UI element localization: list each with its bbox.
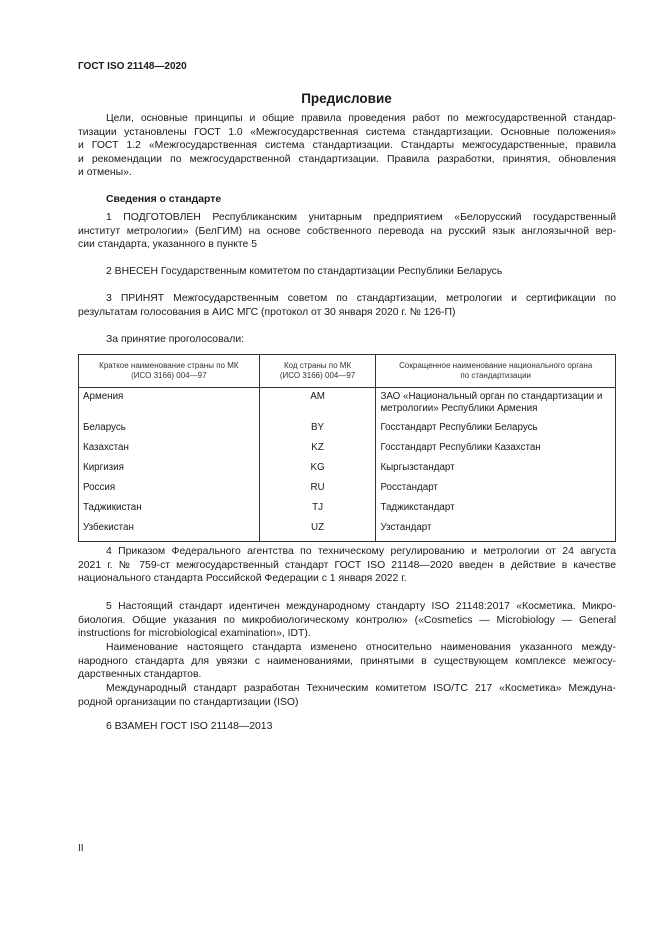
- voting-table: [78, 354, 616, 542]
- text-line: instructions for microbiological examination», IDT).: [78, 628, 311, 640]
- document-header: ГОСТ ISO 21148—2020: [78, 61, 187, 72]
- item-5-note-paragraph: [78, 641, 616, 682]
- text-line: национального стандарта Российской Федерации с 1 января 2022 г.: [78, 573, 407, 585]
- text-line: Цели, основные принципы и общие правила проведения работ по межгосударственной стандар-: [106, 113, 616, 124]
- cell-code: KZ: [259, 442, 376, 462]
- column-header-country: [79, 355, 260, 388]
- header-line: по стандартизации: [460, 371, 532, 380]
- section-heading: Сведения о стандарте: [106, 194, 222, 205]
- cell-code: RU: [259, 482, 376, 502]
- text-line: 2021 г. № 759-ст межгосударственный стандарт ГОСТ ISO 21148—2020 введен в действие в качестве: [78, 559, 616, 571]
- item-5-paragraph: [78, 600, 616, 641]
- text-line: 1 ПОДГОТОВЛЕН Республиканским унитарным предприятием «Белорусский государственный: [106, 212, 616, 223]
- cell-body: Кыргызстандарт: [376, 462, 616, 482]
- cell-body: Госстандарт Республики Беларусь: [376, 422, 616, 442]
- cell-code: AM: [259, 388, 376, 422]
- text-line: 4 Приказом Федерального агентства по техническому регулированию и метрологии от 24 августа: [106, 546, 616, 557]
- text-line: Международный стандарт разработан Техническим комитетом ISO/TC 217 «Косметика» Междуна-: [106, 683, 616, 694]
- item-1-paragraph: [78, 211, 616, 252]
- cell-line: метрологии» Республики Армения: [380, 403, 538, 415]
- table-row: [79, 442, 616, 462]
- voted-label: [78, 333, 616, 347]
- table-row: [79, 502, 616, 522]
- text-line: и рекомендации по межгосударственной стандартизации. Правила разработки, принятия, обновления: [78, 153, 616, 165]
- page-title: Предисловие: [301, 91, 392, 106]
- item-5-origin-paragraph: [78, 682, 616, 709]
- table-row: [79, 522, 616, 542]
- text-line: 2 ВНЕСЕН Государственным комитетом по стандартизации Республики Беларусь: [106, 266, 503, 277]
- column-header-code: [259, 355, 376, 388]
- cell-body: [376, 388, 616, 422]
- table-row: [79, 462, 616, 482]
- text-line: институт метрологии» (БелГИМ) на основе собственного перевода на русский язык англоязычной вер-: [78, 225, 616, 237]
- cell-country: Армения: [79, 388, 260, 422]
- cell-body: Узстандарт: [376, 522, 616, 542]
- header-line: Сокращенное наименование национального органа: [399, 361, 593, 370]
- text-line: результатам голосования в АИС МГС (протокол от 30 января 2020 г. № 126-П): [78, 306, 456, 318]
- text-line: 6 ВЗАМЕН ГОСТ ISO 21148—2013: [106, 721, 273, 732]
- cell-code: KG: [259, 462, 376, 482]
- text-line: Наименование настоящего стандарта изменено относительно наименования указанного между-: [106, 642, 616, 653]
- table-row: [79, 422, 616, 442]
- text-line: тизации установлены ГОСТ 1.0 «Межгосударственная система стандартизации. Основные положения»: [78, 126, 616, 138]
- text-line: 5 Настоящий стандарт идентичен международному стандарту ISO 21148:2017 «Косметика. Микро-: [106, 601, 616, 612]
- column-header-body: [376, 355, 616, 388]
- cell-country: Киргизия: [79, 462, 260, 482]
- table-row: [79, 388, 616, 422]
- item-2-paragraph: [78, 265, 616, 279]
- text-line: и отмены».: [78, 167, 132, 179]
- text-line: сии стандарта, указанного в пункте 5: [78, 239, 258, 251]
- cell-country: Беларусь: [79, 422, 260, 442]
- cell-country: Казахстан: [79, 442, 260, 462]
- header-line: Краткое наименование страны по МК: [99, 361, 239, 370]
- item-6-paragraph: [78, 720, 616, 734]
- text-line: дарственных стандартов.: [78, 669, 202, 681]
- cell-body: Таджикстандарт: [376, 502, 616, 522]
- header-line: (ИСО 3166) 004—97: [279, 371, 356, 380]
- header-line: Код страны по МК: [284, 361, 352, 370]
- item-4-paragraph: [78, 545, 616, 586]
- cell-body: Росстандарт: [376, 482, 616, 502]
- table-row: [79, 482, 616, 502]
- cell-country: Узбекистан: [79, 522, 260, 542]
- text-line: 3 ПРИНЯТ Межгосударственным советом по стандартизации, метрологии и сертификации по: [106, 293, 616, 304]
- cell-country: Россия: [79, 482, 260, 502]
- cell-body: Госстандарт Республики Казахстан: [376, 442, 616, 462]
- cell-country: Таджикистан: [79, 502, 260, 522]
- item-3-paragraph: [78, 292, 616, 319]
- cell-code: BY: [259, 422, 376, 442]
- text-line: родной организации по стандартизации (ISO): [78, 696, 299, 708]
- cell-code: TJ: [259, 502, 376, 522]
- cell-code: UZ: [259, 522, 376, 542]
- table-header-row: [79, 355, 616, 388]
- text-line: биология. Общие указания по микробиологическому контролю» («Cosmetics — Microbiology — General: [78, 614, 616, 626]
- page-number: II: [78, 843, 84, 854]
- cell-line: ЗАО «Национальный орган по стандартизации и: [380, 391, 603, 402]
- intro-paragraph: [78, 112, 616, 180]
- header-line: (ИСО 3166) 004—97: [131, 371, 207, 380]
- text-line: народного стандарта для увязки с наименованиями, принятыми в существующем комплексе межгосу-: [78, 655, 616, 667]
- text-line: За принятие проголосовали:: [106, 334, 245, 345]
- info-section: [78, 193, 616, 207]
- text-line: и ГОСТ 1.2 «Межгосударственная система стандартизации. Стандарты межгосударственные, правила: [78, 140, 616, 152]
